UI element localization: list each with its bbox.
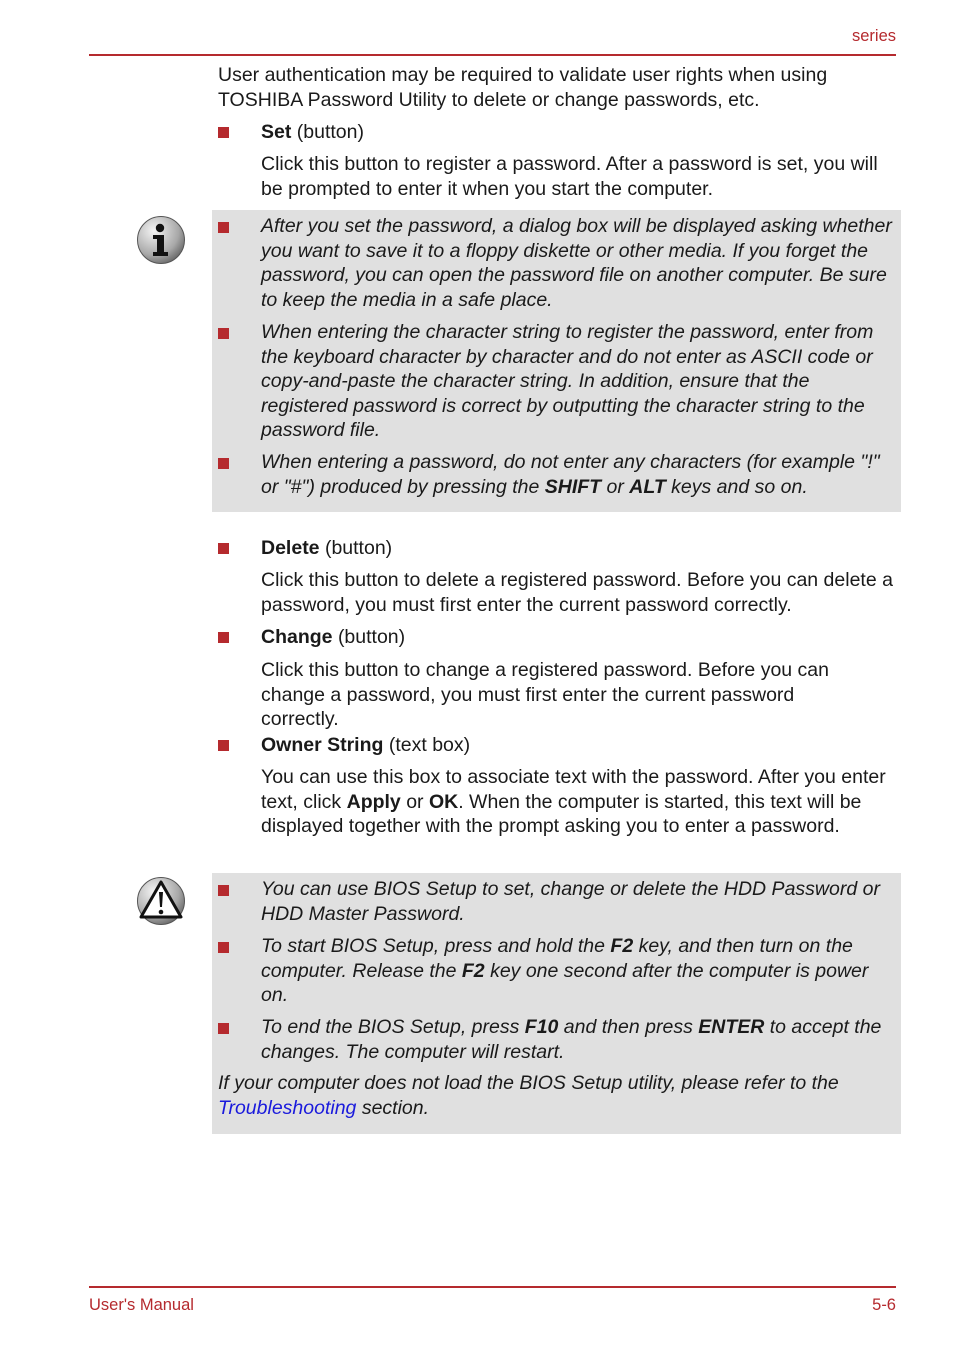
delete-description: Click this button to delete a registered password. Before you can delete a password, you must first enter the current password correctly. bbox=[261, 569, 893, 616]
info-note-text: When entering the character string to register the password, enter from the keyboard character by character and do not enter as ASCII code or copy-and-paste the character string. In addition, ensure that the registered password is correct by outputting the character string to the password file. bbox=[261, 321, 874, 441]
delete-name: Delete bbox=[261, 537, 320, 559]
bullet-square-icon bbox=[218, 740, 229, 751]
bullet-square-icon bbox=[218, 328, 229, 339]
bullet-square-icon bbox=[218, 885, 229, 896]
change-name: Change bbox=[261, 626, 333, 648]
footer-manual-label: User's Manual bbox=[89, 1296, 194, 1314]
bullet-square-icon bbox=[218, 543, 229, 554]
change-kind: (button) bbox=[337, 626, 406, 648]
owner-string-description: You can use this box to associate text with the password. After you enter text, click Apply or OK. When the computer is started, this text will be displayed together with the prompt asking you to enter a password. bbox=[261, 766, 886, 837]
bullet-square-icon bbox=[218, 942, 229, 953]
page-number: 5-6 bbox=[872, 1296, 896, 1314]
delete-kind: (button) bbox=[324, 537, 393, 559]
change-description: Click this button to change a registered password. Before you can change a password, you must first enter the current password correctly. bbox=[261, 659, 829, 730]
warning-note-text: To end the BIOS Setup, press F10 and then press ENTER to accept the changes. The computer will restart. bbox=[261, 1016, 882, 1063]
bullet-square-icon bbox=[218, 632, 229, 643]
header-rule bbox=[89, 54, 896, 56]
bullet-square-icon bbox=[218, 127, 229, 138]
owner-string-kind: (text box) bbox=[388, 734, 471, 756]
bullet-square-icon bbox=[218, 1023, 229, 1034]
set-kind: (button) bbox=[296, 121, 364, 143]
bullet-square-icon bbox=[218, 458, 229, 469]
warning-note-text: You can use BIOS Setup to set, change or delete the HDD Password or HDD Master Password. bbox=[261, 878, 880, 925]
info-note-text: After you set the password, a dialog box will be displayed asking whether you want to save it to a floppy diskette or other media. If you forget the password, you can open the password file on another computer. Be sure to keep the media in a safe place. bbox=[261, 215, 892, 311]
warning-icon bbox=[136, 876, 186, 933]
info-icon bbox=[136, 215, 186, 272]
troubleshooting-link[interactable]: Troubleshooting bbox=[218, 1096, 357, 1119]
header-series-label: series bbox=[851, 27, 896, 45]
owner-string-name: Owner String bbox=[261, 734, 384, 756]
set-name: Set bbox=[261, 121, 292, 143]
bullet-square-icon bbox=[218, 222, 229, 233]
warning-note-text: To start BIOS Setup, press and hold the F2 key, and then turn on the computer. Release the F2 key one second after the computer is power on. bbox=[261, 935, 869, 1006]
set-description: Click this button to register a password. After a password is set, you will be prompted to enter it when you start the computer. bbox=[261, 153, 878, 200]
info-note-box bbox=[212, 210, 901, 512]
intro-paragraph: User authentication may be required to validate user rights when using TOSHIBA Password Utility to delete or change passwords, etc. bbox=[218, 64, 828, 111]
warning-note-footer: If your computer does not load the BIOS Setup utility, please refer to the Troubleshooting section. bbox=[218, 1072, 839, 1119]
info-note-text: When entering a password, do not enter any characters (for example "!" or "#") produced by pressing the SHIFT or ALT keys and so on. bbox=[261, 451, 880, 498]
warning-note-box bbox=[212, 873, 901, 1134]
footer-rule bbox=[89, 1286, 896, 1288]
